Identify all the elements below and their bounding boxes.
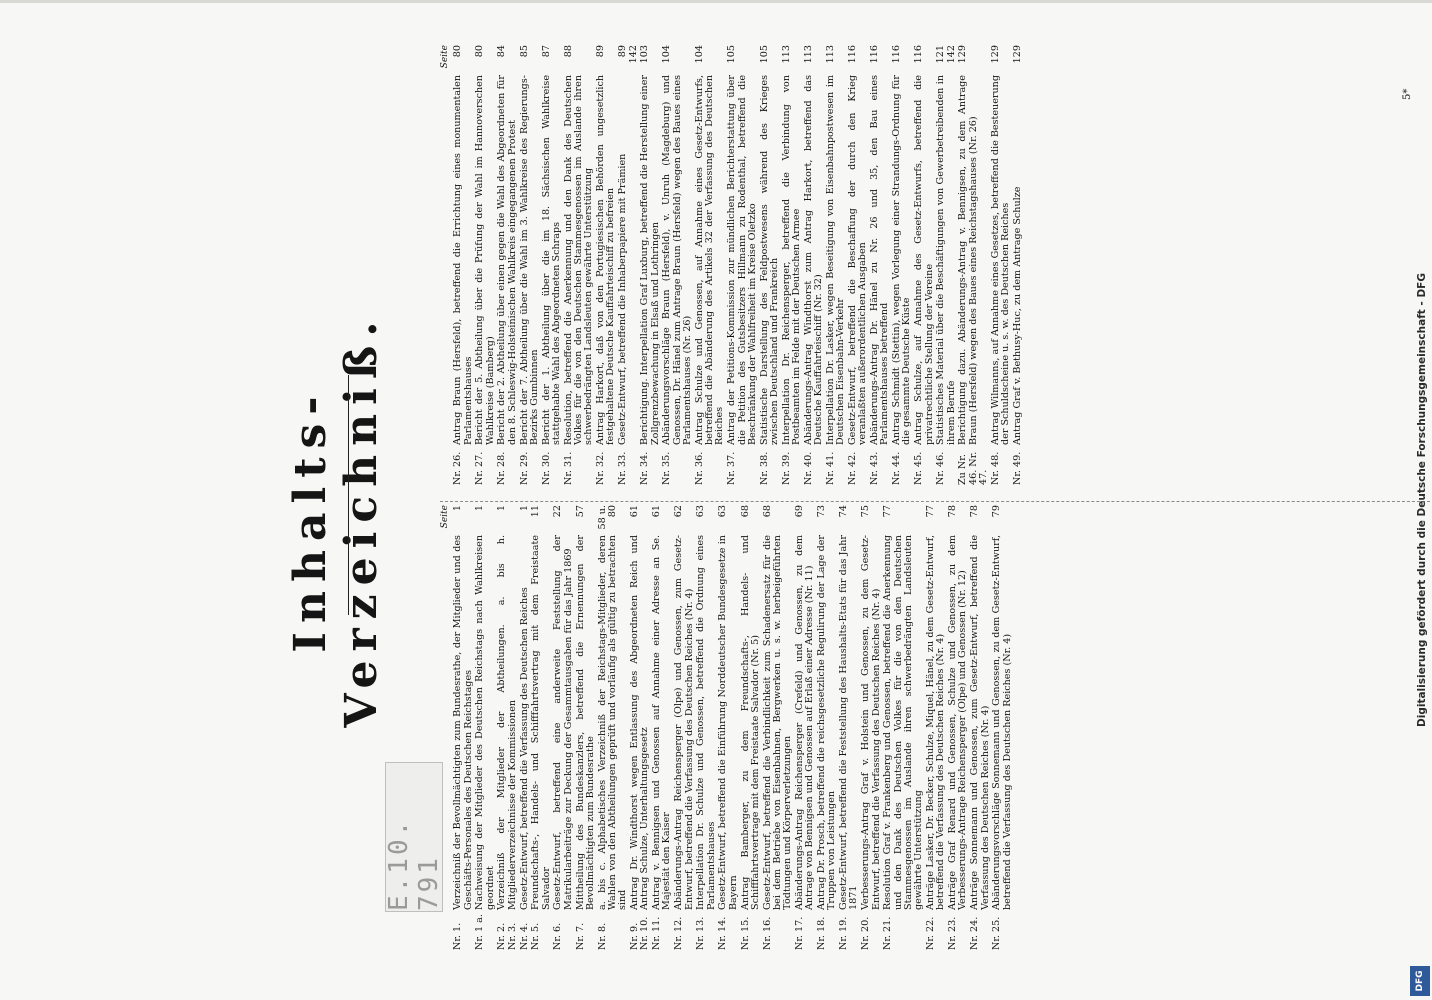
entry-page: 22 bbox=[552, 505, 564, 518]
entry-title: Gesetz-Entwurf, betreffend die Beschaffung der durch den Krieg veranlaßten außerordentlichen Ausgaben bbox=[846, 75, 869, 445]
entry-page: 113 bbox=[802, 45, 814, 64]
entry-title: Berichtigung dazu. Abänderungs-Antrag v. Bennigsen, zu dem Antrage Braun (Hersfeld) wegen des Baues eines Reichstagshauses (Nr. 26) bbox=[957, 75, 979, 445]
entry-number: Nr. 34. bbox=[639, 451, 651, 485]
toc-entry bbox=[598, 505, 629, 950]
entry-number: Nr. 1. bbox=[452, 922, 464, 950]
entry-title: Statistisches Material über die Beschäftigungen von Gewerbetreibenden in ihrem Berufe bbox=[935, 75, 957, 445]
entry-number: Nr. 8. bbox=[596, 922, 608, 950]
toc-entry bbox=[674, 505, 695, 950]
entry-title: Abänderungsvorschläge Sonnemann und Genossen, zu dem Gesetz-Entwurf, betreffend die Verfassung des Deutschen Reiches (Nr. 4) bbox=[991, 535, 1013, 910]
dfg-badge: DFG bbox=[1410, 966, 1430, 996]
entry-number: Nr. 29. bbox=[518, 451, 530, 485]
entry-page: 75 bbox=[860, 505, 872, 518]
toc-entry bbox=[652, 505, 673, 950]
entry-number: Nr. 48. bbox=[989, 451, 1001, 485]
entry-title: Interpellation Dr. Lasker, wegen Beseitigung von Eisenbahnpostwesen im Deutschen Eisenbahn-Verkehr bbox=[824, 75, 847, 445]
toc-entry bbox=[870, 45, 891, 485]
entry-number: Nr. 40. bbox=[802, 451, 814, 485]
entry-title: Abänderungs-Antrag Windthorst zum Antrag Harkort, betreffend das Deutsche Kauffahrteischiff (Nr. 32) bbox=[802, 75, 825, 445]
entry-number: Nr. 13. bbox=[695, 916, 707, 950]
seite-header-left: Seite bbox=[440, 505, 450, 529]
entry-number: Nr. 20. bbox=[860, 916, 872, 950]
entry-number: Nr. 27. bbox=[474, 451, 486, 485]
toc-entry bbox=[936, 45, 957, 485]
entry-number: Nr. 37. bbox=[726, 451, 738, 485]
entry-title: Abänderungs-Antrag Reichensperger (Crefeld) und Genossen, zu dem Antrage von Bennigsen und Genossen auf Erlaß einer Adresse (Nr. 11) bbox=[794, 535, 816, 910]
entry-number: Nr. 49. bbox=[1011, 451, 1023, 485]
entry-number: Nr. 41. bbox=[824, 451, 836, 485]
entry-title: Bericht der 7. Abtheilung über die Wahl im 3. Wahlkreise des Regierungs-Bezirks Gumbinnen bbox=[518, 75, 540, 445]
seite-header-right: Seite bbox=[440, 45, 450, 69]
entry-page: 85 bbox=[518, 45, 530, 58]
toc-entry bbox=[453, 45, 474, 485]
entry-number: Nr. 24. bbox=[969, 916, 981, 950]
toc-entry bbox=[596, 45, 617, 485]
page-title: Inhalts-Verzeichniß. bbox=[285, 312, 387, 728]
entry-number: Nr. 9. Nr. 10. bbox=[629, 916, 651, 950]
entry-page: 69 bbox=[794, 505, 805, 518]
entry-number: Nr. 43. bbox=[869, 451, 881, 485]
toc-entry bbox=[970, 505, 991, 950]
entry-title: Gesetz-Entwurf, betreffend die Feststellung des Haushalts-Etats für das Jahr 1871 bbox=[838, 535, 860, 910]
entry-number: Nr. 35. bbox=[661, 451, 673, 485]
toc-entry bbox=[695, 45, 726, 485]
toc-entry bbox=[848, 45, 869, 485]
entry-number: Nr. 19. bbox=[838, 916, 850, 950]
toc-entry bbox=[453, 505, 474, 950]
toc-entry bbox=[741, 505, 762, 950]
entry-title: Abänderungsvorschläge Braun (Hersfeld), v. Unruh (Magdeburg) und Genossen, Dr. Hänel zum Antrage Braun (Hersfeld) wegen des Baues eines Parlamentshauses (Nr. 26) bbox=[661, 75, 694, 445]
entry-title: Anträge Graf Renard und Genossen, Schulze und Genossen, zu dem Verbesserungs-Antrage Reichensperger (Olpe) und Genossen (Nr. 12) bbox=[947, 535, 969, 910]
entry-title: Antrag Dr. Windthorst wegen Entlassung des Abgeordneten Reich und Antrag Schulze, Unterhaltungsgesetz bbox=[629, 535, 651, 910]
toc-entry bbox=[795, 505, 816, 950]
entry-page: 84 bbox=[496, 45, 508, 58]
entry-page: 89 142 bbox=[617, 45, 639, 64]
entry-title: Nachweisung der Mitglieder des Deutschen Reichstags nach Wahlkreisen geordnet bbox=[474, 535, 496, 910]
entry-number: Nr. 6. bbox=[552, 922, 564, 950]
entry-title: Antrag Schulze, auf Annahme des Gesetz-Entwurfs, betreffend die privatrechtliche Stellung der Vereine bbox=[913, 75, 935, 445]
toc-list-left bbox=[453, 505, 1013, 950]
entry-page: 63 bbox=[717, 505, 729, 518]
toc-entry bbox=[892, 45, 913, 485]
entry-number: Nr. 16. bbox=[761, 916, 773, 950]
entry-page: 58 u. 80 bbox=[596, 505, 618, 530]
entry-number: Nr. 46. bbox=[935, 451, 947, 485]
entry-title: Abänderungs-Antrag Reichensperger (Olpe) und Genossen, zum Gesetz-Entwurf, betreffend die Verfassung des Deutschen Reiches (Nr. 4) bbox=[673, 535, 695, 910]
entry-title: Resolution, betreffend die Anerkennung und den Dank des Deutschen Volkes für die von den Deutschen Stammesgenossen im Auslande ihren schwerbedrängten Landsleuten gewährte Unterstützung bbox=[562, 75, 595, 445]
toc-entry bbox=[861, 505, 882, 950]
library-stamp bbox=[385, 762, 443, 912]
entry-title: Mittheilung des Bundeskanzlers, betreffend die Ernennungen der Bevollmächtigten zum Bundesrathe bbox=[574, 535, 596, 910]
toc-entry bbox=[826, 45, 847, 485]
toc-entry bbox=[992, 505, 1013, 950]
entry-page: 78 bbox=[947, 505, 959, 518]
entry-number: Nr. 18. bbox=[816, 916, 828, 950]
toc-entry bbox=[804, 45, 825, 485]
entry-number: Nr. 32. bbox=[595, 451, 607, 485]
entry-page: 11 bbox=[530, 505, 542, 518]
toc-entry bbox=[618, 45, 639, 485]
entry-page: 68 bbox=[739, 505, 751, 518]
entry-title: Antrag Dr. Prosch, betreffend die reichsgesetzliche Regulirung der Lage der Truppen von Leistungen bbox=[816, 535, 838, 910]
entry-title: Verzeichniß der Bevollmächtigten zum Bundesrathe, der Mitglieder und des Geschäfts-Personales des Deutschen Reichstages bbox=[452, 535, 474, 910]
toc-entry bbox=[883, 505, 924, 950]
entry-title: Gesetz-Entwurf, betreffend die Inhaberpapiere mit Prämien bbox=[617, 153, 629, 445]
entry-number: Nr. 23. bbox=[947, 916, 959, 950]
entry-number: Nr. 15. bbox=[739, 916, 751, 950]
entry-number: Nr. 26. bbox=[452, 451, 464, 485]
toc-entry bbox=[475, 505, 496, 950]
entry-title: Gesetz-Entwurf, betreffend eine anderweite Feststellung der Matrikularbeiträge zur Deckung der Gesammtausgaben für das Jahr 1869 bbox=[552, 535, 574, 910]
entry-number: Nr. 12. bbox=[673, 916, 685, 950]
entry-number: Nr. 42. bbox=[846, 451, 858, 485]
toc-entry bbox=[991, 45, 1012, 485]
entry-number: Nr. 11. bbox=[651, 916, 663, 950]
entry-number: Nr. 5. bbox=[530, 922, 542, 950]
entry-number: Nr. 30. bbox=[540, 451, 552, 485]
entry-page: 61 bbox=[629, 505, 641, 518]
entry-page: 113 bbox=[780, 45, 792, 64]
entry-page: 89 bbox=[595, 45, 607, 58]
entry-page: 73 bbox=[816, 505, 828, 518]
toc-entry bbox=[763, 505, 794, 950]
entry-page: 57 bbox=[574, 505, 586, 518]
entry-number: Zu Nr. 46. Nr. 47. bbox=[957, 451, 990, 485]
toc-entry bbox=[662, 45, 693, 485]
entry-page: 1 bbox=[518, 505, 530, 512]
toc-entry bbox=[817, 505, 838, 950]
entry-number: Nr. 2. Nr. 3. bbox=[496, 922, 518, 950]
entry-number: Nr. 39. bbox=[780, 451, 792, 485]
signature-mark: 5* bbox=[1402, 88, 1413, 100]
entry-page: 116 bbox=[869, 45, 881, 64]
toc-entry bbox=[542, 45, 563, 485]
toc-column-left bbox=[440, 505, 1014, 950]
entry-title: Antrag v. Bennigsen und Genossen auf Annahme einer Adresse an Se. Majestät den Kaiser bbox=[651, 535, 673, 910]
entry-number: Nr. 44. bbox=[891, 451, 903, 485]
toc-entry bbox=[727, 45, 758, 485]
entry-title: Gesetz-Entwurf, betreffend die Verfassung des Deutschen Reiches bbox=[518, 587, 530, 910]
entry-page: 77 bbox=[882, 505, 894, 518]
entry-number: Nr. 7. bbox=[574, 922, 586, 950]
entry-page: 129 bbox=[989, 45, 1001, 64]
dfg-credit: Digitalisierung gefördert durch die Deutsche Forschungsgemeinschaft - DFG bbox=[1416, 273, 1428, 727]
stamp-text: E.10. 791 bbox=[384, 817, 444, 911]
toc-entry bbox=[696, 505, 717, 950]
entry-number: Nr. 17. bbox=[794, 916, 805, 950]
entry-page: 113 bbox=[824, 45, 836, 64]
entry-number: Nr. 38. bbox=[758, 451, 770, 485]
entry-title: Antrag Wilmanns, auf Annahme eines Gesetzes, betreffend die Besteuerung der Schuldscheine u. s. w. des Deutschen Reiches bbox=[989, 75, 1012, 445]
entry-page: 1 bbox=[474, 505, 486, 512]
entry-page: 121 142 bbox=[935, 45, 957, 64]
column-divider bbox=[440, 501, 1430, 502]
entry-number: Nr. 1 a. bbox=[474, 914, 486, 950]
toc-entry bbox=[640, 45, 661, 485]
toc-entry bbox=[948, 505, 969, 950]
entry-number: Nr. 31. bbox=[562, 451, 574, 485]
entry-title: Bericht der 5. Abtheilung über die Prüfung der Wahl im Hannoverschen Wahlkreise (Bamberg) bbox=[474, 75, 496, 445]
toc-entry bbox=[497, 45, 518, 485]
toc-entry bbox=[914, 45, 935, 485]
entry-number: Nr. 14. bbox=[717, 916, 729, 950]
entry-page: 1 bbox=[452, 505, 464, 512]
entry-title: Freundschafts-, Handels- und Schifffahrtsvertrag mit dem Freistaate Salvador bbox=[530, 535, 552, 910]
entry-number: Nr. 21. bbox=[882, 916, 894, 950]
toc-column-right bbox=[440, 45, 1025, 485]
entry-page: 88 bbox=[562, 45, 574, 58]
toc-entry bbox=[576, 505, 597, 950]
entry-page: 77 bbox=[925, 505, 937, 518]
entry-title: Statistische Darstellung des Feldpostwesens während des Krieges zwischen Deutschland und Frankreich bbox=[758, 75, 780, 445]
entry-title: Resolution Graf v. Frankenberg und Genossen, betreffend die Anerkennung und den Dank des Deutschen Volkes für die von den Deutschen Stammesgenossen im Auslande ihren schwerbedrängten Landsleuten gewährte Unterstützung bbox=[882, 535, 925, 910]
title-rule bbox=[348, 375, 349, 615]
entry-title: Verzeichniß der Mitglieder der Abtheilungen. a. bis h. Mitgliederverzeichnisse der Kommissionen bbox=[496, 535, 518, 910]
entry-page: 116 bbox=[846, 45, 858, 64]
entry-number: Nr. 28. bbox=[496, 451, 508, 485]
entry-title: Antrag der Petitions-Kommission zur mündlichen Berichterstattung über die Petition des Gutsbesitzers Hillmann zu Rodenthal, betreffend die Beschränkung der Wahlfreiheit im Kreise Oletzko bbox=[726, 75, 758, 445]
toc-entry bbox=[782, 45, 803, 485]
entry-title: Antrag Braun (Hersfeld), betreffend die Errichtung eines monumentalen Parlamentshauses bbox=[452, 75, 474, 445]
entry-page: 87 bbox=[540, 45, 552, 58]
entry-page: 80 bbox=[452, 45, 464, 58]
entry-page: 68 bbox=[761, 505, 773, 518]
toc-entry bbox=[520, 505, 530, 950]
entry-number: Nr. 36. bbox=[693, 451, 705, 485]
entry-page: 103 bbox=[639, 45, 651, 64]
toc-list-right bbox=[453, 45, 1023, 485]
entry-page: 80 bbox=[474, 45, 486, 58]
toc-entry bbox=[497, 505, 518, 950]
toc-entry bbox=[1013, 45, 1023, 485]
entry-page: 116 bbox=[913, 45, 925, 64]
entry-page: 63 bbox=[695, 505, 707, 518]
entry-title: Antrag Harkort, daß von den Portugiesischen Behörden ungesetzlich festgehaltene Deutsche Kauffahrteischiff zu befreien bbox=[595, 75, 617, 445]
entry-title: Gesetz-Entwurf, betreffend die Einführung Norddeutscher Bundesgesetze in Bayern bbox=[717, 535, 739, 910]
entry-title: Bericht der 1. Abtheilung über die im 18. Sächsischen Wahlkreise stattgehabte Wahl des Abgeordneten Schraps bbox=[540, 75, 562, 445]
entry-page: 105 bbox=[726, 45, 738, 64]
toc-entry bbox=[531, 505, 552, 950]
entry-page: 78 bbox=[969, 505, 981, 518]
toc-entry bbox=[520, 45, 541, 485]
toc-entry bbox=[926, 505, 947, 950]
entry-number: Nr. 4. bbox=[518, 922, 530, 950]
entry-title: Antrag Bamberger, zu dem Freundschafts-, Handels- und Schifffahrtsvertrage mit dem Freistaate Salvador (Nr. 5) bbox=[739, 535, 761, 910]
entry-title: Antrag Graf v. Bethusy-Huc, zu dem Antrage Schulze bbox=[1011, 186, 1023, 445]
entry-number: Nr. 22. bbox=[925, 916, 937, 950]
entry-number: Nr. 45. bbox=[913, 451, 925, 485]
entry-page: 61 bbox=[651, 505, 663, 518]
entry-page: 79 bbox=[991, 505, 1003, 518]
entry-number: Nr. 25. bbox=[991, 916, 1003, 950]
entry-title: Antrag Schmidt (Stettin), wegen Vorlegung einer Strandungs-Ordnung für die gesammte Deutsche Küste bbox=[891, 75, 913, 445]
toc-entry bbox=[958, 45, 989, 485]
toc-entry bbox=[564, 45, 595, 485]
entry-page: 62 bbox=[673, 505, 685, 518]
entry-title: Interpellation Dr. Reichensperger, betreffend die Verbindung von Postbeamten im Felde mit der Deutschen Armee bbox=[780, 75, 802, 445]
entry-page: 116 bbox=[891, 45, 903, 64]
toc-entry bbox=[630, 505, 651, 950]
entry-title: Gesetz-Entwurf, betreffend die Verbindlichkeit zum Schadenersatz für die bei dem Betriebe von Eisenbahnen, Bergwerken u. s. w. herbeigeführten Tödtungen und Körperverletzungen bbox=[761, 535, 794, 910]
toc-entry bbox=[718, 505, 739, 950]
entry-page: 104 bbox=[693, 45, 705, 64]
entry-page: 74 bbox=[838, 505, 850, 518]
entry-title: Berichtigung. Interpellation Graf Luxburg, betreffend die Herstellung einer Zollgrenzbewachung in Elsaß und Lothringen bbox=[639, 75, 661, 445]
entry-title: Abänderungs-Antrag Dr. Hänel zu Nr. 26 und 35, den Bau eines Parlamentshauses betreffend bbox=[869, 75, 891, 445]
entry-title: Antrag Schulze und Genossen, auf Annahme eines Gesetz-Entwurfs, betreffend die Abänderung des Artikels 32 der Verfassung des Deutschen Reiches bbox=[693, 75, 726, 445]
entry-number: Nr. 33. bbox=[617, 451, 629, 485]
toc-entry bbox=[475, 45, 496, 485]
toc-entry bbox=[839, 505, 860, 950]
entry-title: Anträge Sonnemann und Genossen, zum Gesetz-Entwurf, betreffend die Verfassung des Deutschen Reiches (Nr. 4) bbox=[969, 535, 991, 910]
entry-title: Bericht der 2. Abtheilung über einen gegen die Wahl des Abgeordneten für den 8. Schleswig-Holsteinischen Wahlkreis eingegangenen Protest bbox=[496, 75, 518, 445]
toc-entry bbox=[553, 505, 574, 950]
entry-page: 129 bbox=[1011, 45, 1023, 64]
entry-page: 105 bbox=[758, 45, 770, 64]
toc-entry bbox=[760, 45, 781, 485]
entry-title: Anträge Lasker, Dr. Becker, Schulze, Miquel, Hänel, zu dem Gesetz-Entwurf, betreffend die Verfassung des Deutschen Reiches (Nr. 4) bbox=[925, 535, 947, 910]
entry-title: Verbesserungs-Antrag Graf v. Holstein und Genossen, zu dem Gesetz-Entwurf, betreffend die Verfassung des Deutschen Reiches (Nr. 4) bbox=[860, 535, 882, 910]
entry-page: 104 bbox=[661, 45, 673, 64]
entry-title: a. bis c. Alphabetisches Verzeichniß der Reichstags-Mitglieder, deren Wahlen von den Abtheilungen geprüft und vorläufig als gültig zu betrachten sind bbox=[596, 535, 629, 910]
entry-title: Interpellation Dr. Schulze und Genossen, betreffend die Ordnung eines Parlamentshauses bbox=[695, 535, 717, 910]
entry-page: 129 bbox=[957, 45, 969, 64]
entry-page: 1 bbox=[496, 505, 508, 512]
